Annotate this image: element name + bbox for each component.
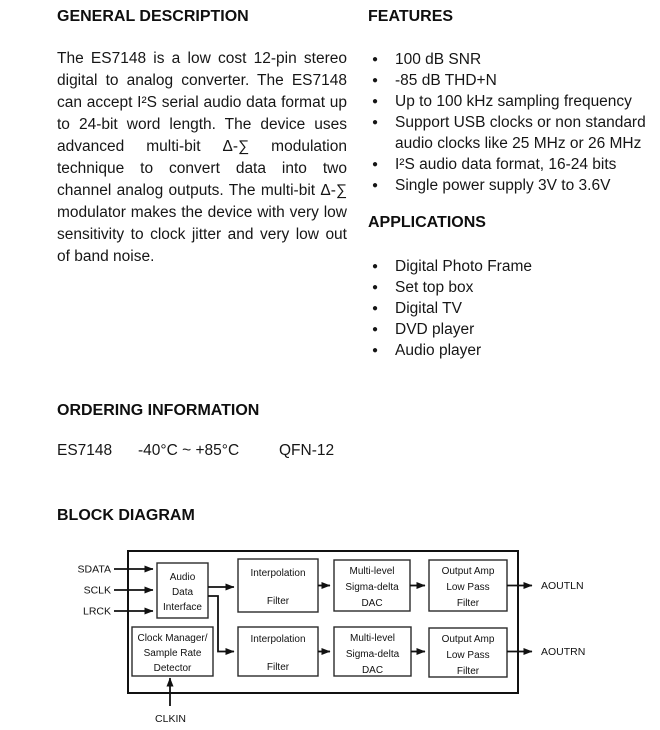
sigma-delta-dac-text: DAC bbox=[361, 598, 383, 609]
feature-item bbox=[368, 154, 656, 175]
sigma-delta-dac-text: Sigma-delta bbox=[345, 649, 400, 660]
output-amp-text: Output Amp bbox=[441, 566, 495, 577]
feature-item bbox=[368, 112, 656, 154]
feature-item-text: I²S audio data format, 16-24 bits bbox=[395, 156, 617, 173]
feature-item bbox=[368, 175, 656, 196]
clkin-label: CLKIN bbox=[155, 713, 186, 725]
features-list bbox=[368, 49, 656, 196]
application-item bbox=[368, 277, 656, 298]
features-heading: FEATURES bbox=[368, 8, 454, 25]
bullet-icon: ● bbox=[372, 303, 379, 314]
application-item bbox=[368, 256, 656, 277]
sdata-label: SDATA bbox=[77, 563, 111, 576]
ordering-information-row bbox=[57, 442, 457, 462]
application-item-text: Digital TV bbox=[395, 300, 462, 317]
feature-item-text: 100 dB SNR bbox=[395, 51, 482, 68]
feature-item-text: Single power supply 3V to 3.6V bbox=[395, 177, 611, 194]
feature-item bbox=[368, 49, 656, 70]
audio-data-interface-text: Interface bbox=[163, 602, 202, 613]
lrck-label: LRCK bbox=[82, 605, 111, 618]
feature-item-text: Up to 100 kHz sampling frequency bbox=[395, 93, 632, 110]
interpolation-filter-text: Interpolation bbox=[250, 634, 306, 645]
interpolation-filter-text: Interpolation bbox=[250, 568, 306, 579]
bullet-icon: ● bbox=[372, 117, 379, 128]
sigma-delta-dac-text: Sigma-delta bbox=[345, 582, 399, 593]
applications-heading: APPLICATIONS bbox=[368, 214, 486, 231]
sigma-delta-dac-text: Multi-level bbox=[349, 633, 396, 644]
bullet-icon: ● bbox=[372, 324, 379, 335]
application-item-text: Digital Photo Frame bbox=[395, 258, 532, 275]
interpolation-filter-text: Filter bbox=[266, 662, 290, 673]
bullet-icon: ● bbox=[372, 345, 379, 356]
wire-adi-to-interp-right bbox=[208, 596, 234, 652]
clock-manager-text: Detector bbox=[153, 663, 192, 674]
block-diagram bbox=[0, 540, 660, 730]
audio-data-interface-text: Audio bbox=[169, 572, 196, 583]
sigma-delta-dac-text: DAC bbox=[361, 665, 384, 676]
output-amp-text: Output Amp bbox=[441, 634, 495, 645]
general-description-body: The ES7148 is a low cost 12-pin stereo digital to analog converter. The ES7148 can accept I²S serial audio data format up to 24-bit word length. The device uses advanced multi-bit Δ-∑ modulation technique to convert data into two channel analog outputs. The multi-bit Δ-∑ modulator makes the device with very low sensitivity to clock jitter and very low out of band noise. bbox=[57, 50, 347, 265]
application-item bbox=[368, 340, 656, 361]
clock-manager-text: Sample Rate bbox=[143, 648, 202, 659]
bullet-icon: ● bbox=[372, 261, 379, 272]
aoutln-label: AOUTLN bbox=[541, 580, 584, 592]
part-number: ES7148 bbox=[57, 442, 113, 459]
sclk-label: SCLK bbox=[83, 584, 111, 597]
bullet-icon: ● bbox=[372, 159, 379, 170]
bullet-icon: ● bbox=[372, 282, 379, 293]
application-item-text: DVD player bbox=[395, 321, 475, 338]
application-item-text: Set top box bbox=[395, 279, 474, 296]
output-amp-text: Filter bbox=[456, 598, 480, 609]
interpolation-filter-text: Filter bbox=[266, 596, 290, 607]
application-item bbox=[368, 319, 656, 340]
audio-data-interface-text: Data bbox=[171, 587, 194, 598]
application-item bbox=[368, 298, 656, 319]
feature-item bbox=[368, 91, 656, 112]
temperature-range: -40°C ~ +85°C bbox=[138, 442, 240, 459]
application-item-text: Audio player bbox=[395, 342, 482, 359]
bullet-icon: ● bbox=[372, 54, 379, 65]
bullet-icon: ● bbox=[372, 180, 379, 191]
general-description-heading: GENERAL DESCRIPTION bbox=[57, 8, 249, 25]
output-amp-text: Filter bbox=[456, 666, 480, 677]
aoutrn-label: AOUTRN bbox=[541, 646, 586, 658]
feature-item-text: -85 dB THD+N bbox=[395, 72, 497, 89]
applications-list bbox=[368, 256, 656, 361]
package-type: QFN-12 bbox=[279, 442, 335, 459]
ordering-information-heading: ORDERING INFORMATION bbox=[57, 402, 260, 419]
clock-manager-text: Clock Manager/ bbox=[137, 633, 208, 644]
block-diagram-heading: BLOCK DIAGRAM bbox=[57, 507, 195, 524]
output-amp-text: Low Pass bbox=[446, 582, 490, 593]
output-amp-text: Low Pass bbox=[446, 650, 490, 661]
sigma-delta-dac-text: Multi-level bbox=[349, 566, 395, 577]
feature-item bbox=[368, 70, 656, 91]
bullet-icon: ● bbox=[372, 96, 379, 107]
feature-item-text: Support USB clocks or non standard audio clocks like 25 MHz or 26 MHz bbox=[395, 114, 646, 152]
bullet-icon: ● bbox=[372, 75, 379, 86]
